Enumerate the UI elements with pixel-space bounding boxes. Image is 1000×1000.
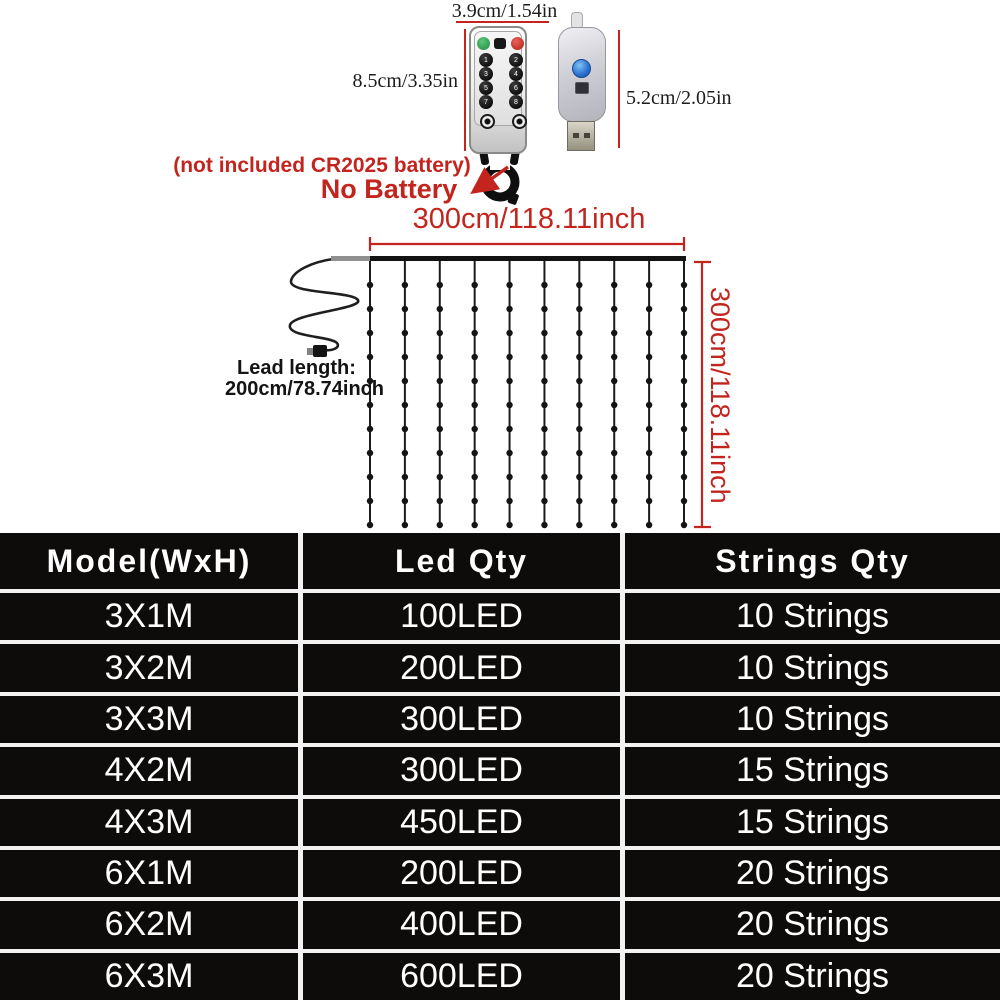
remote-width-label: 3.9cm/1.54in <box>451 0 558 22</box>
strings-qty-cell: 15 Strings <box>625 747 1000 794</box>
led-qty-cell: 400LED <box>303 901 620 948</box>
curtain-width-label: 300cm/118.11inch <box>412 203 646 235</box>
led-dot <box>437 474 443 480</box>
led-dot <box>506 306 512 312</box>
clip-icon <box>479 147 521 205</box>
led-dot <box>367 450 373 456</box>
led-dot <box>506 522 512 528</box>
led-dot <box>402 426 408 432</box>
led-dot <box>681 426 687 432</box>
led-dot <box>611 354 617 360</box>
led-dot <box>437 426 443 432</box>
strings-qty-cell: 20 Strings <box>625 850 1000 897</box>
lead-plug-tip-icon <box>307 348 313 355</box>
led-dot <box>541 354 547 360</box>
led-dot <box>541 402 547 408</box>
led-dot <box>681 522 687 528</box>
led-dot <box>541 498 547 504</box>
strings-qty-cell: 20 Strings <box>625 953 1000 1000</box>
led-dot <box>541 474 547 480</box>
led-dot <box>576 330 582 336</box>
led-dot <box>576 402 582 408</box>
led-dot <box>437 378 443 384</box>
remote-on-button-icon <box>477 37 490 50</box>
led-dot <box>437 330 443 336</box>
remote-dim-up-button-icon <box>512 114 527 129</box>
lead-wire <box>290 259 358 350</box>
led-dot <box>506 450 512 456</box>
remote-dim-down-button-icon <box>480 114 495 129</box>
led-dot <box>506 402 512 408</box>
led-dot <box>646 498 652 504</box>
led-dot <box>681 330 687 336</box>
led-dot <box>576 426 582 432</box>
led-dot <box>541 426 547 432</box>
led-qty-cell: 300LED <box>303 747 620 794</box>
model-cell: 3X2M <box>0 644 298 691</box>
led-dot <box>611 282 617 288</box>
led-dot <box>506 330 512 336</box>
remote-height-line <box>464 29 466 151</box>
led-qty-cell: 200LED <box>303 850 620 897</box>
led-dot <box>402 450 408 456</box>
led-dot <box>681 402 687 408</box>
led-dot <box>576 474 582 480</box>
led-dot <box>541 306 547 312</box>
led-dot <box>471 474 477 480</box>
usb-mode-button-icon <box>572 59 591 78</box>
model-cell: 4X3M <box>0 799 298 846</box>
led-dot <box>437 450 443 456</box>
led-dot <box>402 378 408 384</box>
col-header-model: Model(WxH) <box>0 533 298 589</box>
model-cell: 3X1M <box>0 593 298 640</box>
led-dot <box>402 498 408 504</box>
led-dot <box>367 426 373 432</box>
curtain-top-bar <box>331 256 686 261</box>
led-dot <box>471 378 477 384</box>
led-dot <box>681 354 687 360</box>
led-dot <box>437 306 443 312</box>
strings-qty-cell: 10 Strings <box>625 644 1000 691</box>
led-dot <box>402 354 408 360</box>
led-dot <box>367 522 373 528</box>
curtain-strings <box>367 261 687 528</box>
led-dot <box>402 306 408 312</box>
led-dot <box>576 378 582 384</box>
led-dot <box>646 450 652 456</box>
led-dot <box>646 378 652 384</box>
led-dot <box>646 282 652 288</box>
led-dot <box>367 402 373 408</box>
led-dot <box>611 474 617 480</box>
model-cell: 6X1M <box>0 850 298 897</box>
led-dot <box>471 330 477 336</box>
led-dot <box>646 522 652 528</box>
led-dot <box>611 426 617 432</box>
led-dot <box>506 474 512 480</box>
led-dot <box>437 522 443 528</box>
usb-plug <box>567 121 595 151</box>
remote-control <box>469 26 527 154</box>
led-dot <box>367 330 373 336</box>
led-dot <box>576 306 582 312</box>
led-dot <box>367 282 373 288</box>
led-dot <box>576 498 582 504</box>
battery-note-label: (not included CR2025 battery) <box>173 154 471 177</box>
led-dot <box>541 282 547 288</box>
led-dot <box>646 354 652 360</box>
led-dot <box>367 474 373 480</box>
led-dot <box>611 402 617 408</box>
led-qty-cell: 600LED <box>303 953 620 1000</box>
curtain-height-label: 300cm/118.11inch <box>705 287 735 504</box>
col-header-strings-qty: Strings Qty <box>625 533 1000 589</box>
led-dot <box>646 306 652 312</box>
led-dot <box>437 402 443 408</box>
led-dot <box>506 426 512 432</box>
led-dot <box>681 378 687 384</box>
model-cell: 4X2M <box>0 747 298 794</box>
led-qty-cell: 450LED <box>303 799 620 846</box>
remote-number-button-icon: 1 <box>479 53 493 67</box>
led-dot <box>611 306 617 312</box>
led-dot <box>402 282 408 288</box>
usb-chip <box>575 82 589 94</box>
led-dot <box>402 330 408 336</box>
usb-controller <box>558 27 606 122</box>
usb-plug-slot <box>584 133 590 138</box>
led-qty-cell: 200LED <box>303 644 620 691</box>
led-dot <box>646 474 652 480</box>
led-dot <box>541 378 547 384</box>
led-dot <box>681 306 687 312</box>
led-dot <box>611 330 617 336</box>
led-dot <box>437 498 443 504</box>
led-dot <box>402 522 408 528</box>
remote-number-button-icon: 7 <box>479 95 493 109</box>
led-dot <box>646 330 652 336</box>
strings-qty-cell: 10 Strings <box>625 593 1000 640</box>
led-dot <box>471 450 477 456</box>
remote-number-button-icon: 8 <box>509 95 523 109</box>
remote-mode-button-icon <box>494 38 506 49</box>
led-qty-cell: 100LED <box>303 593 620 640</box>
led-dot <box>506 354 512 360</box>
led-dot <box>611 378 617 384</box>
led-dot <box>611 522 617 528</box>
led-dot <box>576 354 582 360</box>
led-dot <box>471 522 477 528</box>
width-measure-line <box>370 237 684 251</box>
spec-table <box>0 533 1000 1000</box>
led-dot <box>681 498 687 504</box>
led-dot <box>471 282 477 288</box>
led-qty-cell: 300LED <box>303 696 620 743</box>
model-cell: 6X3M <box>0 953 298 1000</box>
led-dot <box>471 354 477 360</box>
remote-number-button-icon: 2 <box>509 53 523 67</box>
led-dot <box>611 450 617 456</box>
lead-length-title: Lead length: <box>237 357 356 379</box>
curtain-top-bar-lead-section <box>331 256 370 261</box>
led-dot <box>681 282 687 288</box>
remote-number-buttons <box>479 53 523 109</box>
led-dot <box>646 426 652 432</box>
remote-number-button-icon: 3 <box>479 67 493 81</box>
led-dot <box>681 474 687 480</box>
usb-height-label: 5.2cm/2.05in <box>626 87 732 109</box>
strings-qty-cell: 20 Strings <box>625 901 1000 948</box>
led-dot <box>541 330 547 336</box>
led-dot <box>471 498 477 504</box>
led-dot <box>402 402 408 408</box>
usb-height-line <box>618 30 620 148</box>
remote-off-button-icon <box>511 37 524 50</box>
led-dot <box>541 522 547 528</box>
remote-number-button-icon: 5 <box>479 81 493 95</box>
led-dot <box>437 354 443 360</box>
usb-plug-slot <box>573 133 579 138</box>
model-cell: 3X3M <box>0 696 298 743</box>
strings-qty-cell: 10 Strings <box>625 696 1000 743</box>
led-dot <box>471 306 477 312</box>
model-cell: 6X2M <box>0 901 298 948</box>
led-dot <box>681 450 687 456</box>
led-dot <box>611 498 617 504</box>
strings-qty-cell: 15 Strings <box>625 799 1000 846</box>
led-dot <box>471 426 477 432</box>
led-dot <box>576 450 582 456</box>
led-dot <box>646 402 652 408</box>
led-dot <box>471 402 477 408</box>
led-dot <box>506 282 512 288</box>
led-dot <box>541 450 547 456</box>
led-dot <box>437 282 443 288</box>
led-dot <box>506 498 512 504</box>
led-dot <box>367 306 373 312</box>
lead-plug-icon <box>313 345 327 357</box>
led-dot <box>367 498 373 504</box>
lead-length-value: 200cm/78.74inch <box>225 378 384 400</box>
led-dot <box>402 474 408 480</box>
remote-height-label: 8.5cm/3.35in <box>352 70 458 92</box>
remote-number-button-icon: 4 <box>509 67 523 81</box>
led-dot <box>506 378 512 384</box>
remote-number-button-icon: 6 <box>509 81 523 95</box>
led-dot <box>576 522 582 528</box>
col-header-led-qty: Led Qty <box>303 533 620 589</box>
led-dot <box>576 282 582 288</box>
lead-length-label <box>225 358 384 400</box>
no-battery-label: No Battery <box>320 174 458 204</box>
